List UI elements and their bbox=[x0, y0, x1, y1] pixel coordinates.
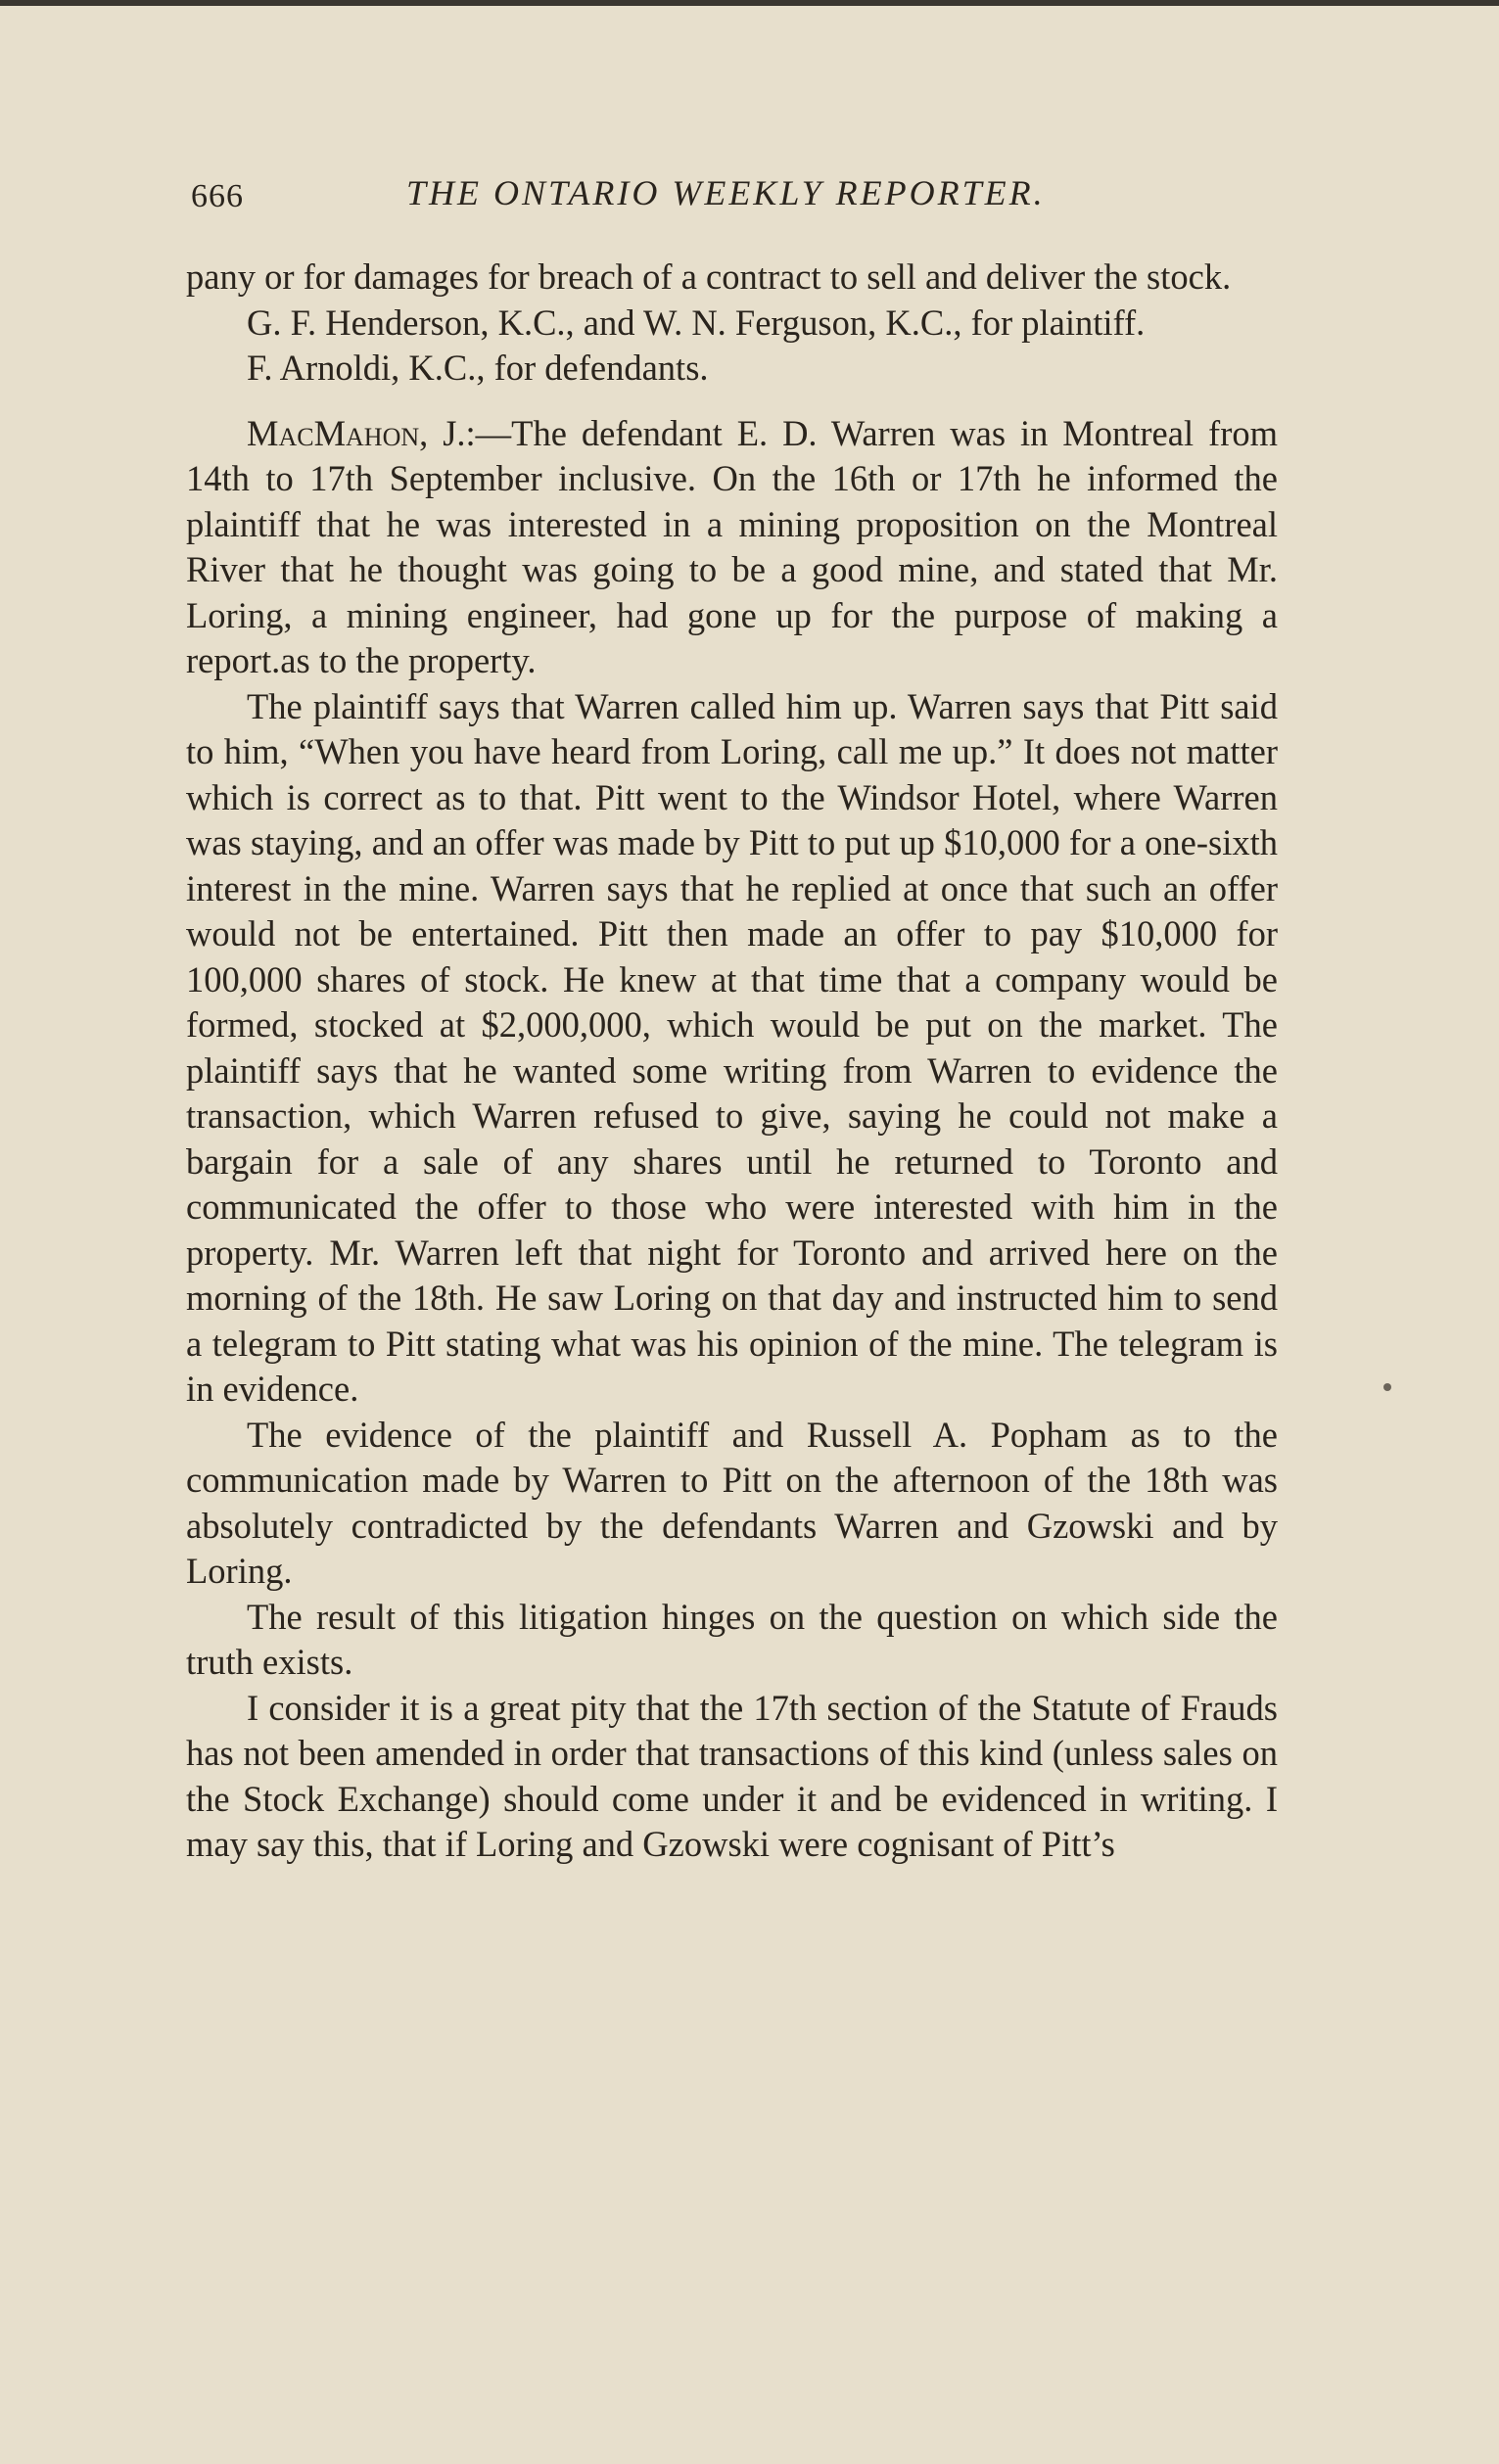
page-number: 666 bbox=[191, 178, 244, 214]
page-top-edge bbox=[0, 0, 1499, 6]
running-head: THE ONTARIO WEEKLY REPORTER. bbox=[406, 173, 1046, 212]
paragraph-plaintiff-says: The plaintiff says that Warren called him up. Warren says that Pitt said to him, “When you have heard from Loring, call me up.” It does not matter which is correct as to that. Pitt went to the Windsor Hotel, where Warren was staying, and an offer was made by Pitt to put up $10,000 for a one-sixth interest in the mine. Warren says that he replied at once that such an offer would not be entertained. Pitt then made an offer to pay $10,000 for 100,000 shares of stock. He knew at that time that a company would be formed, stocked at $2,000,000, which would be put on the market. The plaintiff says that he wanted some writing from Warren to evidence the transaction, which Warren refused to give, saying he could not make a bargain for a sale of any shares until he returned to Toronto and communicated the offer to those who were interested with him in the property. Mr. Warren left that night for Toronto and arrived here on the morning of the 18th. He saw Loring on that day and instructed him to send a telegram to Pitt stating what was his opinion of the mine. The telegram is in evidence. bbox=[186, 685, 1278, 1409]
paragraph-statute: I consider it is a great pity that the 17th section of the Statute of Frauds has not been amended in order that transactions of this kind (unless sales on the Stock Exchange) should come under it and be evidenced in writing. I may say this, that if Loring and Gzowski were cognisant of Pitt’s bbox=[186, 1687, 1278, 1864]
paragraph-evidence: The evidence of the plaintiff and Russell A. Popham as to the communication made by Warren to Pitt on the afternoon of the 18th was absolutely contradicted by the defendants Warren and Gzowski and by Loring. bbox=[186, 1414, 1278, 1591]
paragraph-continuation: pany or for damages for breach of a contract to sell and deliver the stock. bbox=[186, 256, 1232, 297]
page-header bbox=[186, 147, 1278, 235]
judgment-opening-text: :—The defendant E. D. Warren was in Montreal from 14th to 17th September inclusive. On the 16th or 17th he informed the plaintiff that he was interested in a mining proposition on the Montreal River that he thought was going to be a good mine, and stated that Mr. Loring, a mining engineer, had gone up for the purpose of making a report.as to the property. bbox=[186, 412, 1278, 680]
counsel-defendants: F. Arnoldi, K.C., for defendants. bbox=[247, 348, 709, 388]
page bbox=[186, 147, 1278, 1868]
paragraph-result: The result of this litigation hinges on the question on which side the truth exists. bbox=[186, 1596, 1278, 1682]
body-text bbox=[186, 255, 1278, 1868]
counsel-plaintiff: G. F. Henderson, K.C., and W. N. Ferguson, K.C., for plaintiff. bbox=[247, 302, 1146, 343]
judge-name: MacMahon, J. bbox=[247, 412, 466, 453]
judgment-opening bbox=[186, 411, 1278, 684]
paper-speck bbox=[1383, 1383, 1391, 1391]
